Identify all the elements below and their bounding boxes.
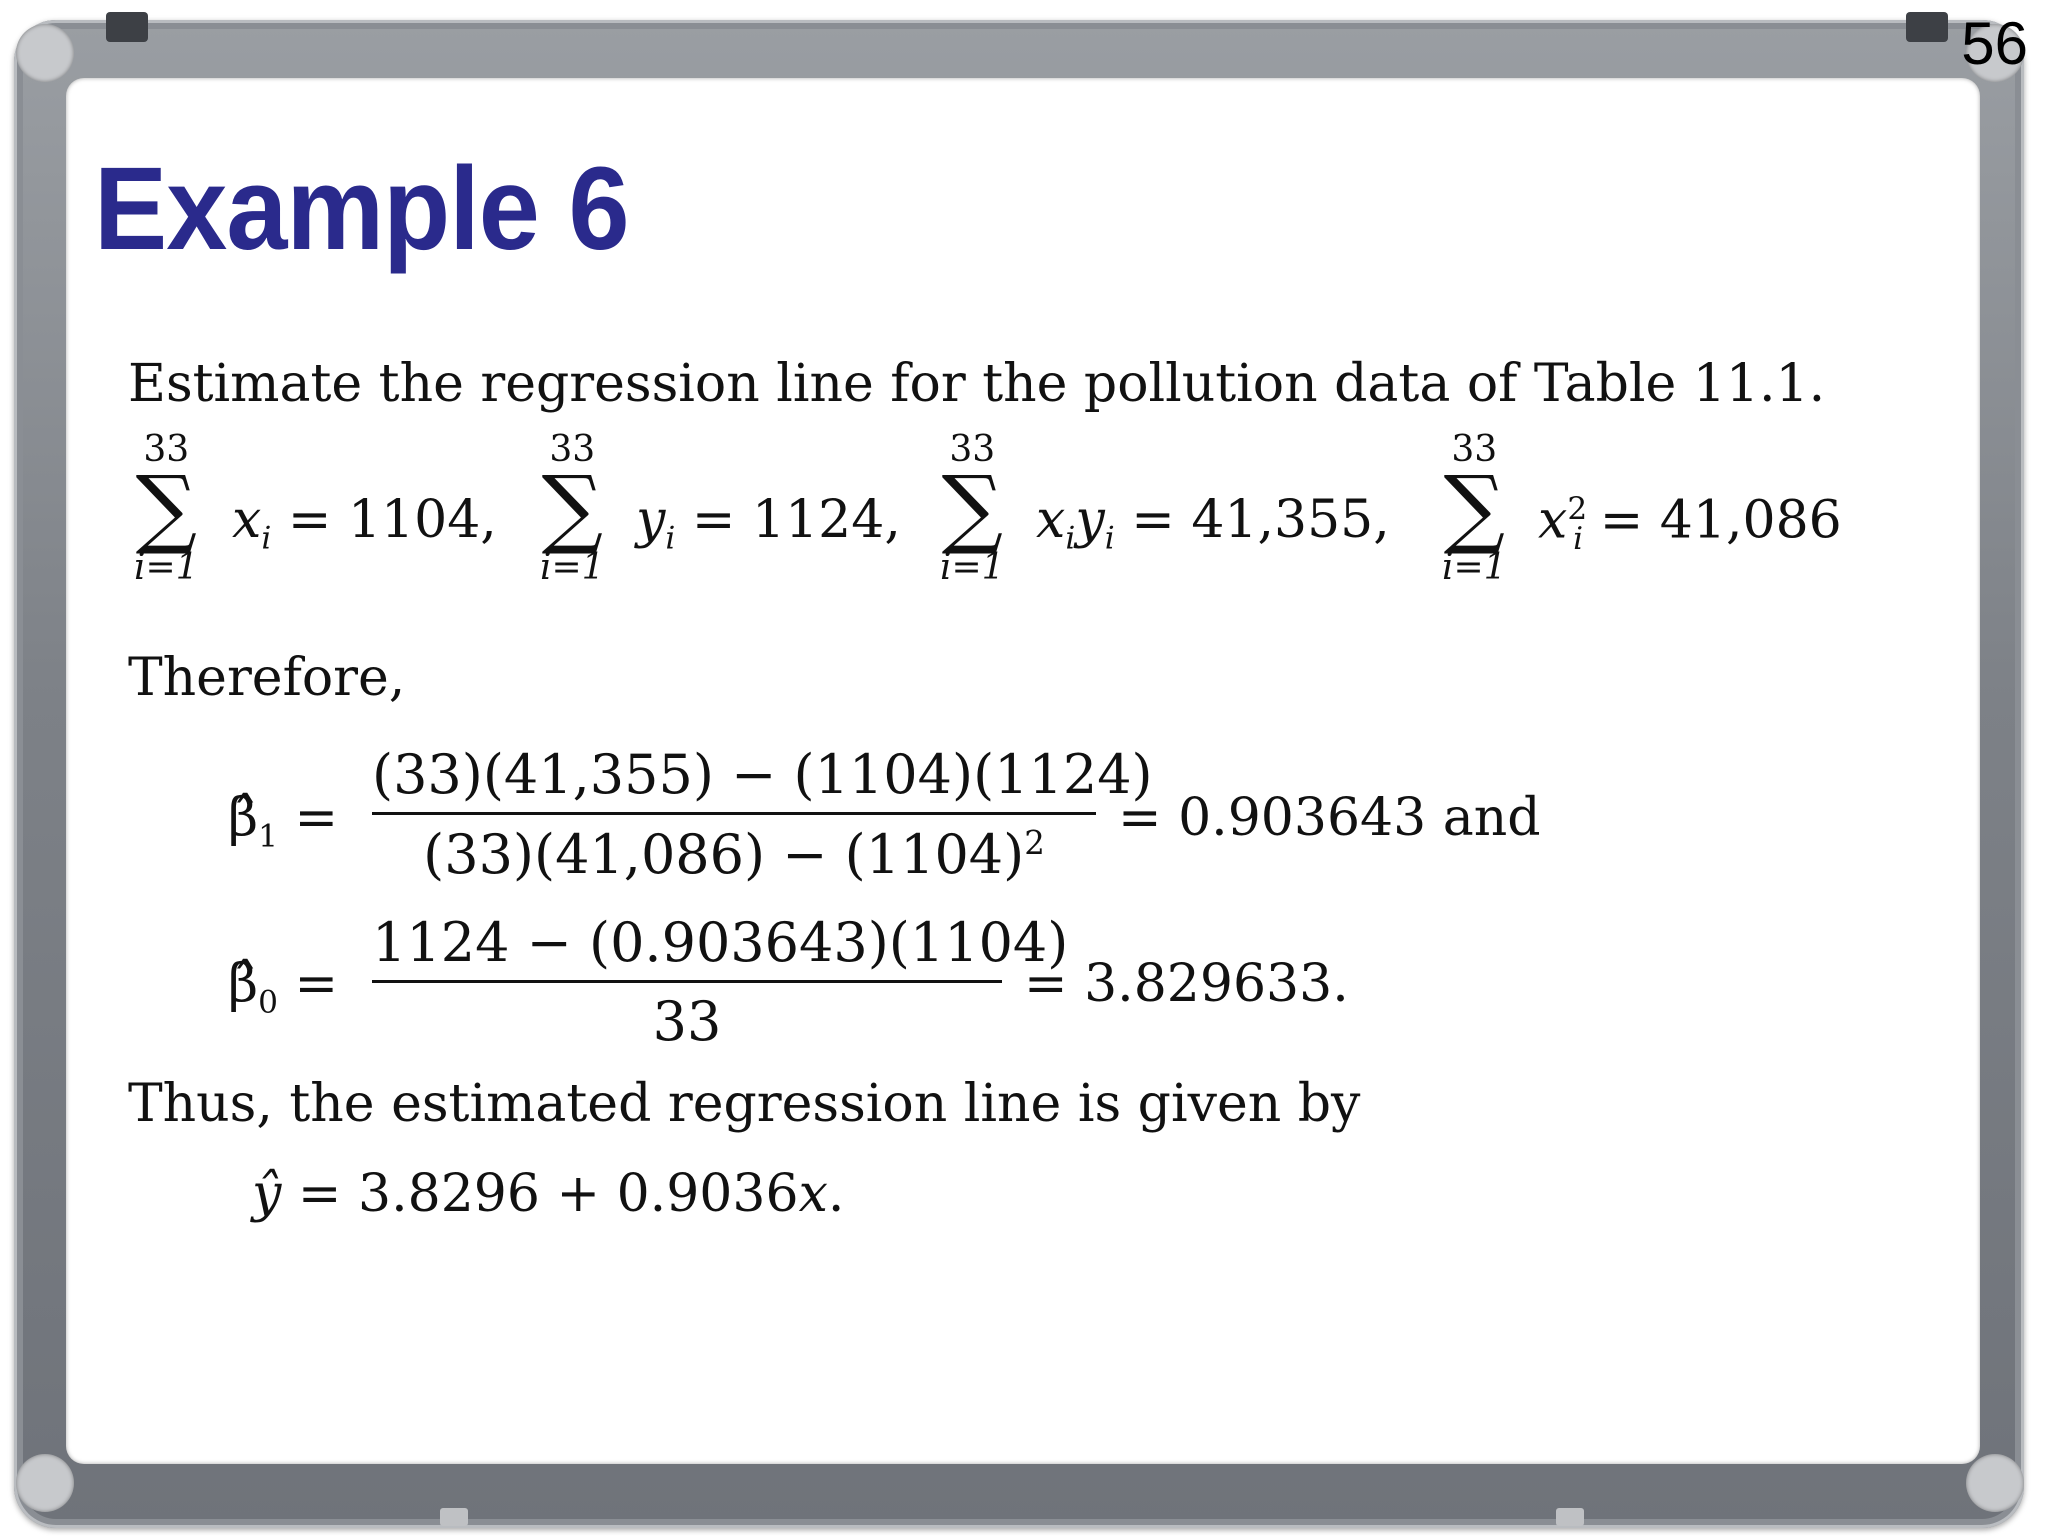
beta1-denominator (372, 823, 1096, 886)
sum-value: = 1104, (287, 490, 497, 550)
intro-text (128, 354, 1826, 414)
conclusion-text: Thus, the estimated regression line is given by (128, 1074, 1361, 1134)
beta1-denominator-exponent: 2 (1024, 824, 1045, 862)
equals-sign: = (294, 788, 339, 848)
board-clip-right (1906, 12, 1948, 42)
beta-subscript: 1 (258, 818, 278, 855)
beta1-numerator: (33)(41,355) − (1104)(1124) (372, 743, 1153, 806)
sum-subscript: i (1065, 520, 1076, 557)
sum-xy (940, 429, 1005, 588)
beta-hat-symbol: β̂ (228, 954, 259, 1014)
sum-subscript-2: i (1104, 520, 1115, 557)
sigma-icon: ∑ (1443, 458, 1505, 558)
sum-upper-limit: 33 (1451, 429, 1498, 470)
sum-variable-2: y (1075, 490, 1105, 550)
equation-variable: x (798, 1164, 828, 1224)
beta0-denominator: 33 (652, 990, 722, 1053)
sum-variable: x (1538, 490, 1568, 551)
page-number: 56 (1961, 10, 2028, 77)
intro-sentence: Estimate the regression line for the pollution data of Table 11.1. (128, 354, 1826, 414)
frame-corner-bottom-right (1966, 1454, 2024, 1512)
tray-clip-left (440, 1508, 468, 1526)
sum-x (134, 429, 199, 588)
sum-lower-limit: i=1 (1442, 546, 1507, 588)
beta-subscript: 0 (258, 984, 278, 1021)
beta1-result: = 0.903643 and (1118, 788, 1541, 848)
sum-upper-limit: 33 (143, 429, 190, 470)
beta0-fraction (372, 911, 1069, 1053)
sum-x-squared-term (1538, 490, 1842, 557)
sum-x-term (232, 490, 497, 557)
tray-clip-right (1556, 1508, 1584, 1526)
beta0-result: = 3.829633. (1024, 954, 1349, 1014)
sum-value: = 1124, (691, 490, 901, 550)
sum-value: = 41,086 (1599, 490, 1842, 551)
sigma-icon: ∑ (541, 458, 603, 558)
sum-variable: x (1036, 490, 1066, 550)
fraction-bar (372, 812, 1096, 815)
beta1-denominator-base: (33)(41,086) − (1104) (423, 823, 1025, 886)
sum-variable: y (636, 490, 666, 550)
sum-value: = 41,355, (1131, 490, 1390, 550)
sum-x-squared (1442, 429, 1507, 588)
sum-subscript: i (1573, 520, 1584, 557)
slide-title: Example 6 (94, 143, 629, 275)
beta0-numerator: 1124 − (0.903643)(1104) (372, 911, 1069, 974)
sum-subscript: i (261, 520, 272, 557)
sum-exponent: 2 (1567, 491, 1588, 527)
regression-equation (252, 1164, 845, 1224)
frame-corner-top-left (16, 24, 74, 82)
sum-upper-limit: 33 (549, 429, 596, 470)
beta1-fraction (372, 743, 1153, 886)
frame-corner-bottom-left (16, 1454, 74, 1512)
beta0-label (228, 954, 339, 1021)
y-hat-symbol: ŷ (252, 1164, 282, 1224)
beta1-label (228, 788, 339, 855)
sum-upper-limit: 33 (949, 429, 996, 470)
sum-lower-limit: i=1 (540, 546, 605, 588)
equation-period: . (827, 1164, 845, 1224)
therefore-text: Therefore, (128, 648, 406, 708)
fraction-bar (372, 980, 1002, 983)
sum-xy-term (1036, 490, 1390, 557)
sigma-icon: ∑ (135, 458, 197, 558)
equation-rhs: = 3.8296 + 0.9036 (297, 1164, 799, 1224)
sum-variable: x (232, 490, 262, 550)
sum-lower-limit: i=1 (134, 546, 199, 588)
sigma-icon: ∑ (941, 458, 1003, 558)
beta-hat-symbol: β̂ (228, 788, 259, 848)
sum-y (540, 429, 605, 588)
sum-y-term (636, 490, 901, 557)
board-clip-left (106, 12, 148, 42)
sum-lower-limit: i=1 (940, 546, 1005, 588)
sum-subscript: i (665, 520, 676, 557)
equals-sign: = (294, 954, 339, 1014)
